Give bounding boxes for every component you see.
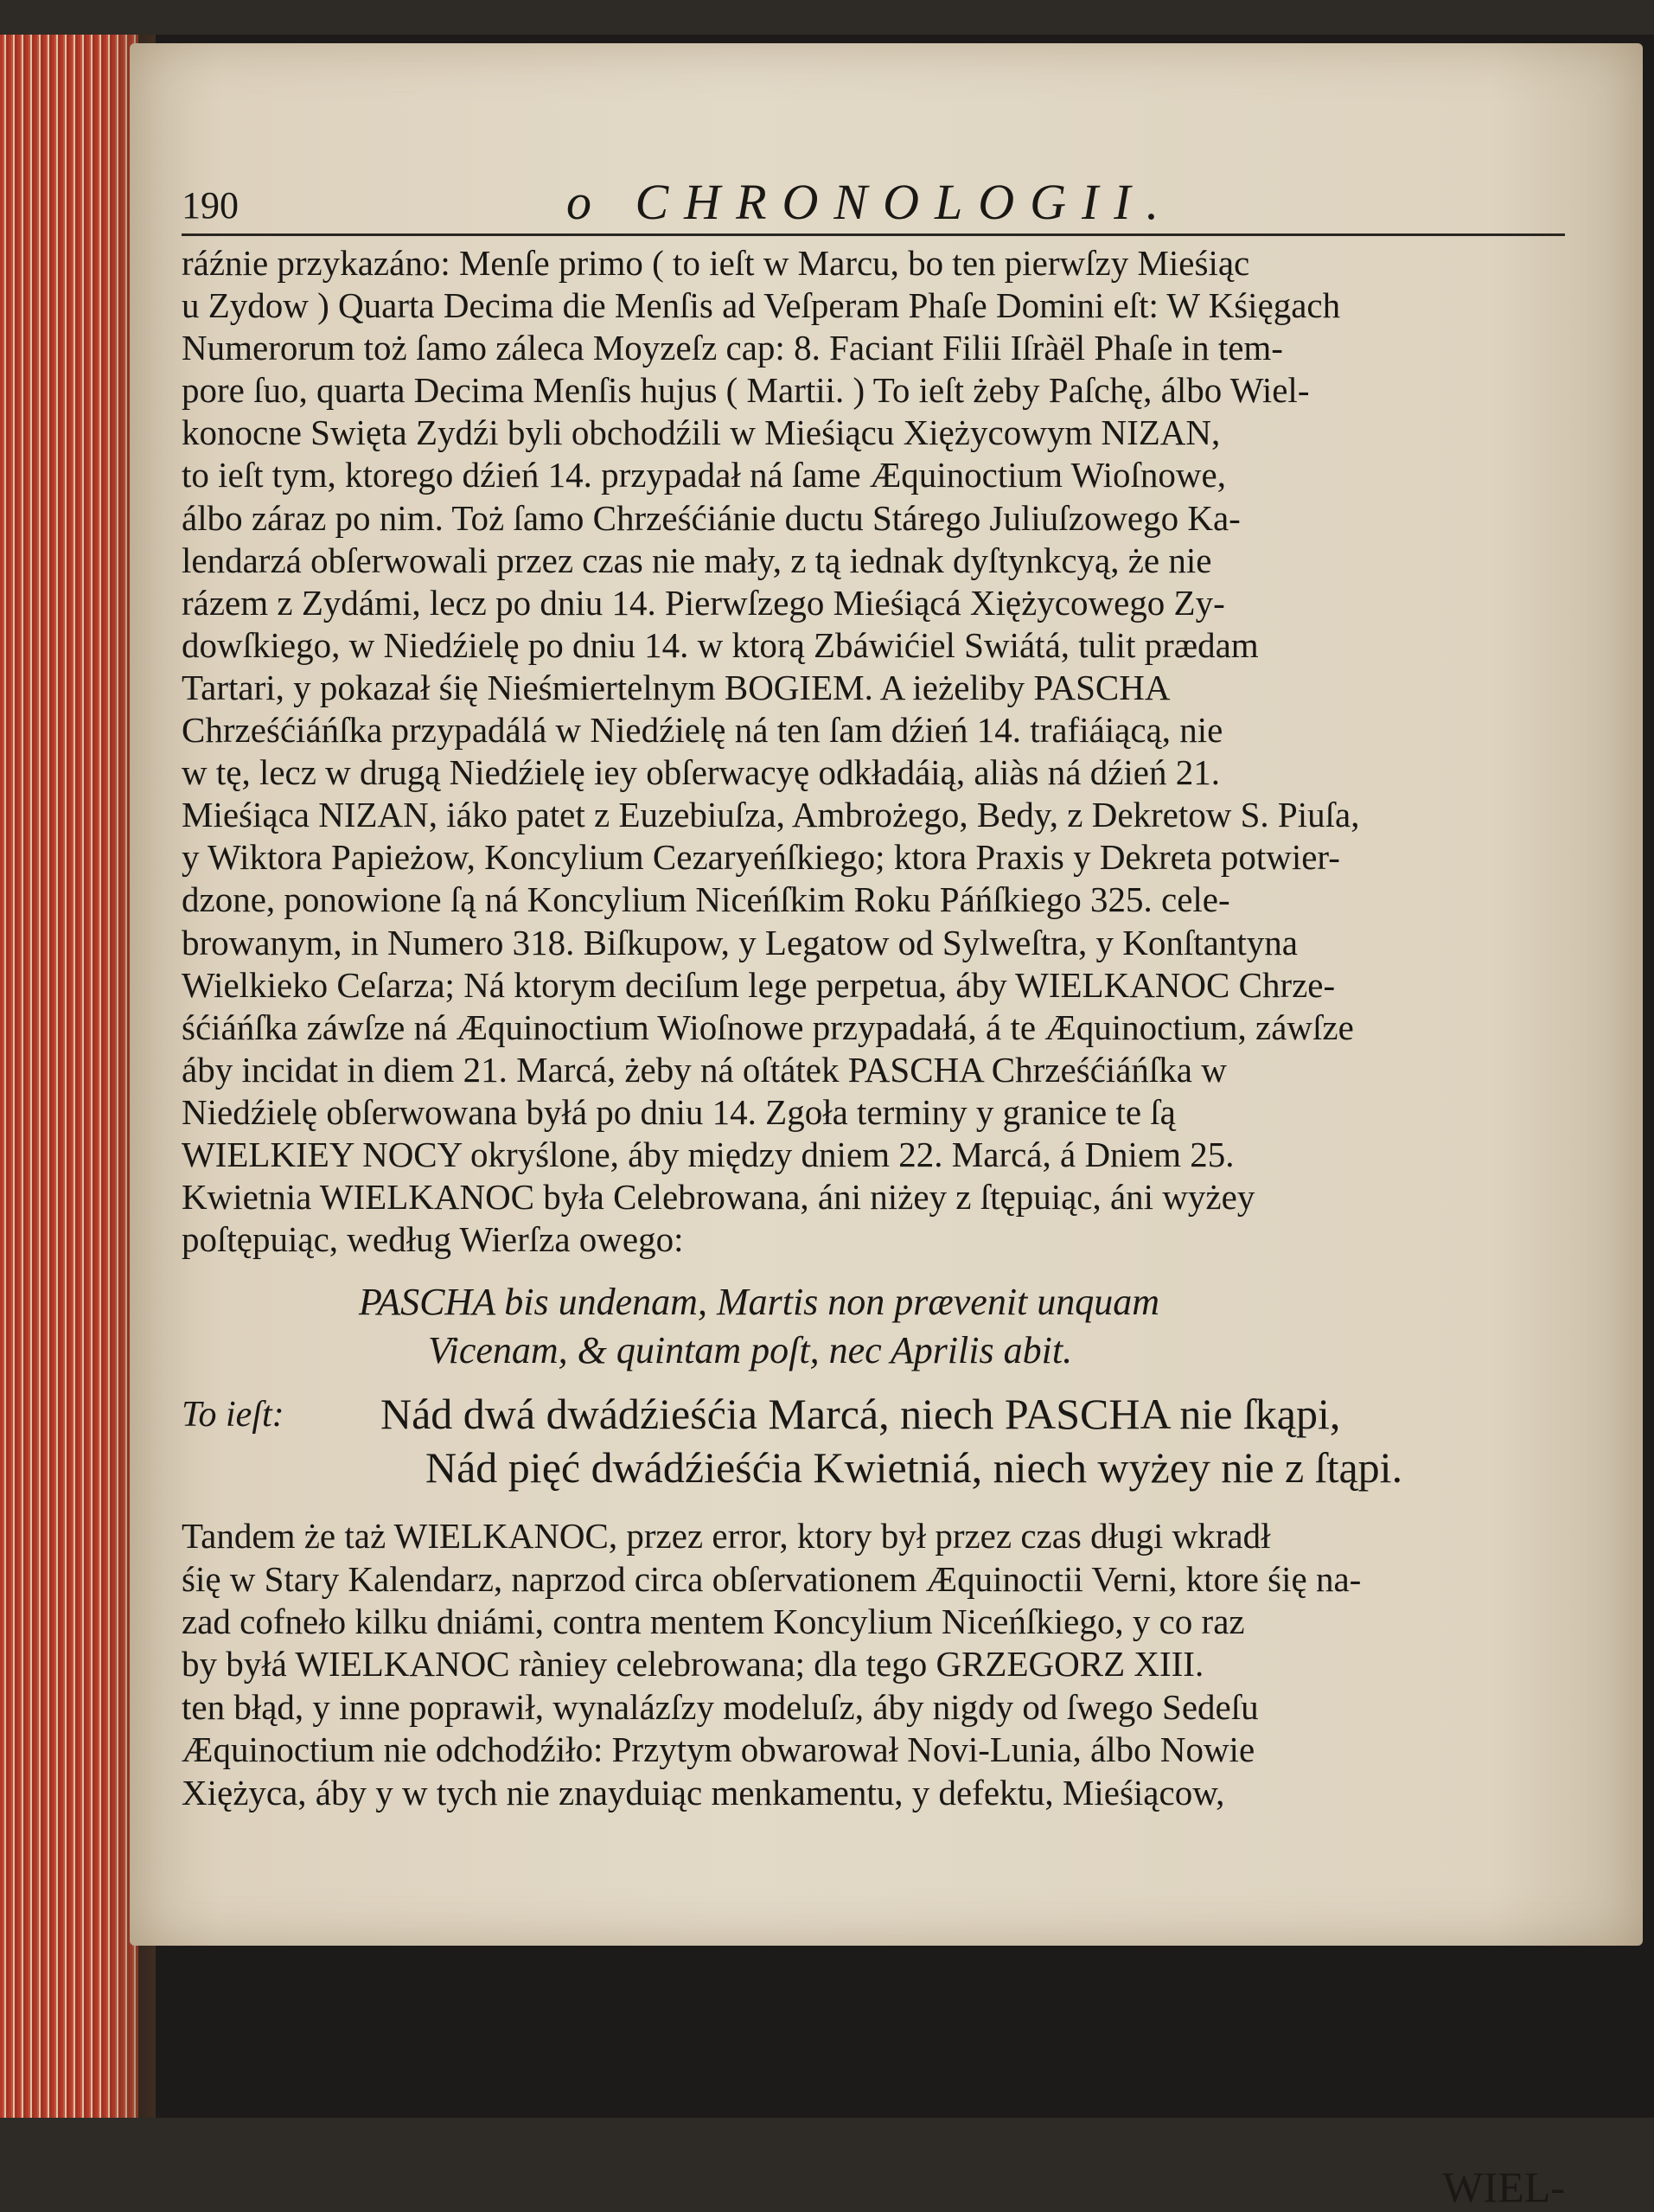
running-title: o CHRONOLOGII. [566, 174, 1175, 230]
text-line: Tandem że taż WIELKANOC, przez error, ktory był przez czas długi wkradł [182, 1516, 1271, 1557]
text-line: śię w Stary Kalendarz, naprzod circa obſervationem Æquinoctii Verni, ktore śię na- [182, 1558, 1362, 1599]
text-line: pore ſuo, quarta Decima Menſis hujus ( Martii. ) To ieſt żeby Paſchę, álbo Wiel- [182, 370, 1310, 411]
catchword: WIEL- [1442, 2163, 1565, 2211]
text-line: śćiáńſka záwſze ná Æquinoctium Wioſnowe przypadałá, á te Æquinoctium, záwſze [182, 1007, 1354, 1047]
running-head [182, 173, 1565, 233]
text-line: dzone, ponowione ſą ná Koncylium Niceńſkim Roku Páńſkiego 325. cele- [182, 879, 1230, 920]
text-line: áby incidat in diem 21. Marcá, żeby ná oſtátek PASCHA Chrześćiáńſka w [182, 1049, 1227, 1090]
text-line: ten błąd, y inne poprawił, wynalázſzy modeluſz, áby nigdy od ſwego Sedeſu [182, 1686, 1259, 1727]
text-line: browanym, in Numero 318. Biſkupow, y Legatow od Sylweſtra, y Konſtantyna [182, 922, 1298, 962]
text-line: dowſkiego, w Niedźielę po dniu 14. w ktorą Zbáwićiel Swiátá, tulit prædam [182, 624, 1259, 665]
polish-verse-line: Nád pięć dwádźieśćia Kwietniá, niech wyżey nie z ſtąpi. [425, 1443, 1403, 1493]
head-rule [182, 233, 1565, 236]
text-line: álbo záraz po nim. Toż ſamo Chrześćiánie ductu Stárego Juliuſzowego Ka- [182, 497, 1241, 538]
text-line: w tę, lecz w drugą Niedźielę iey obſerwacyę odkładáią, aliàs ná dźień 21. [182, 752, 1220, 793]
text-line: Tartari, y pokazał śię Nieśmiertelnym BOGIEM. A ieżeliby PASCHA [182, 667, 1171, 707]
text-line: y Wiktora Papieżow, Koncylium Cezaryeńſkiego; ktora Praxis y Dekreta potwier- [182, 837, 1340, 878]
text-line: Numerorum toż ſamo záleca Moyzeſz cap: 8. Faciant Filii Iſràël Phaſe in tem- [182, 328, 1283, 368]
text-line: zad cofneło kilku dniámi, contra mentem Koncylium Niceńſkiego, y co raz [182, 1601, 1245, 1642]
main-paragraph [182, 242, 1563, 1261]
text-line: u Zydow ) Quarta Decima die Menſis ad Veſperam Phaſe Domini eſt: W Kśięgach [182, 285, 1341, 326]
second-paragraph [182, 1515, 1563, 1814]
text-line: Xiężyca, áby y w tych nie znayduiąc menkamentu, y defektu, Mieśiącow, [182, 1772, 1225, 1812]
book-page [130, 43, 1643, 2211]
verse-label: To ieſt: [182, 1395, 284, 1435]
text-line: Æquinoctium nie odchodźiło: Przytym obwarował Novi-Lunia, álbo Nowie [182, 1729, 1255, 1770]
polish-verse-line: Nád dwá dwádźieśćia Marcá, niech PASCHA nie ſkąpi, [380, 1390, 1341, 1439]
text-line: rázem z Zydámi, lecz po dniu 14. Pierwſzego Mieśiącá Xiężycowego Zy- [182, 582, 1225, 623]
page-number: 190 [182, 184, 239, 227]
text-line: Kwietnia WIELKANOC była Celebrowana, áni niżey z ſtępuiąc, áni wyżey [182, 1177, 1255, 1218]
text-line: to ieſt tym, ktorego dźień 14. przypadał ná ſame Æquinoctium Wioſnowe, [182, 455, 1226, 495]
text-line: Chrześćiáńſka przypadálá w Niedźielę ná ten ſam dźień 14. trafiáiącą, nie [182, 710, 1223, 751]
text-line: Wielkieko Ceſarza; Ná ktorym deciſum lege perpetua, áby WIELKANOC Chrze- [182, 964, 1336, 1005]
text-line: lendarzá obſerwowali przez czas nie mały, z tą iednak dyſtynkcyą, że nie [182, 540, 1212, 580]
text-line: by byłá WIELKANOC ràniey celebrowana; dla tego GRZEGORZ XIII. [182, 1644, 1204, 1685]
polish-verse [182, 1389, 1565, 1493]
text-line: ráźnie przykazáno: Menſe primo ( to ieſt w Marcu, bo ten pierwſzy Mieśiąc [182, 243, 1250, 283]
text-line: WIELKIEY NOCY okryślone, áby między dniem 22. Marcá, á Dniem 25. [182, 1134, 1235, 1174]
text-line: Niedźielę obſerwowana byłá po dniu 14. Zgoła terminy y granice te ſą [182, 1091, 1176, 1132]
latin-verse-line: PASCHA bis undenam, Martis non prævenit unquam [359, 1281, 1160, 1324]
page-content [182, 173, 1565, 2211]
text-line: konocne Swięta Zydźi byli obchodźili w Mieśiącu Xiężycowym NIZAN, [182, 412, 1221, 453]
latin-verse-line: Vicenam, & quintam poſt, nec Aprilis abit. [428, 1329, 1073, 1372]
text-line: poſtępuiąc, według Wierſza owego: [182, 1219, 684, 1260]
text-line: Mieśiąca NIZAN, iáko patet z Euzebiuſza, Ambrożego, Bedy, z Dekretow S. Piuſa, [182, 795, 1360, 835]
latin-verse [359, 1278, 1565, 1375]
